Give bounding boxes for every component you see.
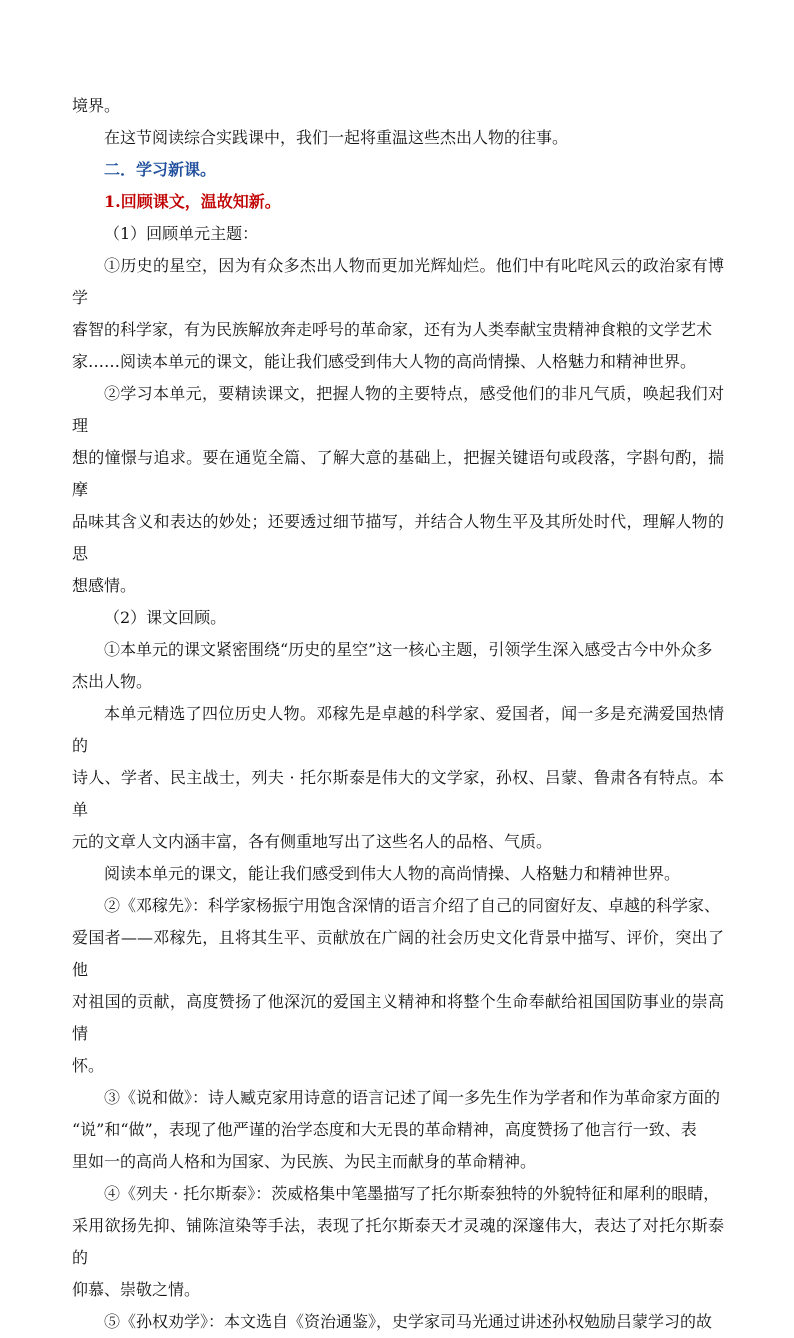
paragraph-theme-1: ①历史的星空，因为有众多杰出人物而更加光辉灿烂。他们中有叱咤风云的政治家有博学 睿智的科学家，有为民族解放奔走呼号的革命家，还有为人类奉献宝贵精神食粮的文学艺术 家……阅读本单元的课文，能让我们感受到伟大人物的高尚情操、人格魅力和精神世界。 [72, 256, 724, 371]
paragraph-review-summary: 阅读本单元的课文，能让我们感受到伟大人物的高尚情操、人格魅力和精神世界。 [104, 864, 681, 883]
paragraph-review-tolstoy: ④《列夫 · 托尔斯泰》：茨威格集中笔墨描写了托尔斯泰独特的外貌特征和犀利的眼睛， 采用欲扬先抑、铺陈渲染等手法，表现了托尔斯泰天才灵魂的深邃伟大，表达了对托尔斯泰的 仰慕、崇敬之情。 [72, 1184, 724, 1299]
document-body [72, 90, 724, 1338]
sub-heading-review: （2）课文回顾。 [104, 608, 227, 627]
subsection-heading: 1.回顾课文，温故知新。 [104, 192, 281, 211]
paragraph-review-deng: ②《邓稼先》：科学家杨振宁用饱含深情的语言介绍了自己的同窗好友、卓越的科学家、 爱国者——邓稼先，且将其生平、贡献放在广阔的社会历史文化背景中描写、评价，突出了他 对祖国的贡献，高度赞扬了他深沉的爱国主义精神和将整个生命奉献给祖国国防事业的崇高情 怀。 [72, 896, 724, 1075]
section-heading: 二．学习新课。 [104, 160, 217, 179]
paragraph-review-shuo-he-zuo: ③《说和做》：诗人臧克家用诗意的语言记述了闻一多先生作为学者和作为革命家方面的 “说”和“做”，表现了他严谨的治学态度和大无畏的革命精神，高度赞扬了他言行一致、表 里如一的高尚人格和为国家、为民族、为民主而献身的革命精神。 [72, 1088, 721, 1171]
paragraph-review-1: ①本单元的课文紧密围绕“历史的星空”这一核心主题，引领学生深入感受古今中外众多 杰出人物。 [72, 640, 713, 691]
paragraph-theme-2: ②学习本单元，要精读课文，把握人物的主要特点，感受他们的非凡气质，唤起我们对理 想的憧憬与追求。要在通览全篇、了解大意的基础上，把握关键语句或段落，字斟句酌，揣摩 品味其含义和表达的妙处；还要透过细节描写，并结合人物生平及其所处时代，理解人物的思 想感情。 [72, 384, 724, 595]
paragraph-review-figures: 本单元精选了四位历史人物。邓稼先是卓越的科学家、爱国者，闻一多是充满爱国热情的 诗人、学者、民主战士，列夫 · 托尔斯泰是伟大的文学家，孙权、吕蒙、鲁肃各有特点。本单 元的文章人文内涵丰富，各有侧重地写出了这些名人的品格、气质。 [72, 704, 724, 851]
paragraph-review-sunquan: ⑤《孙权劝学》：本文选自《资治通鉴》，史学家司马光通过讲述孙权勉励吕蒙学习的故 [104, 1312, 713, 1331]
paragraph-continuation: 境界。 [72, 96, 121, 115]
paragraph-intro: 在这节阅读综合实践课中，我们一起将重温这些杰出人物的往事。 [104, 128, 569, 147]
sub-heading-theme: （1）回顾单元主题： [104, 224, 259, 243]
